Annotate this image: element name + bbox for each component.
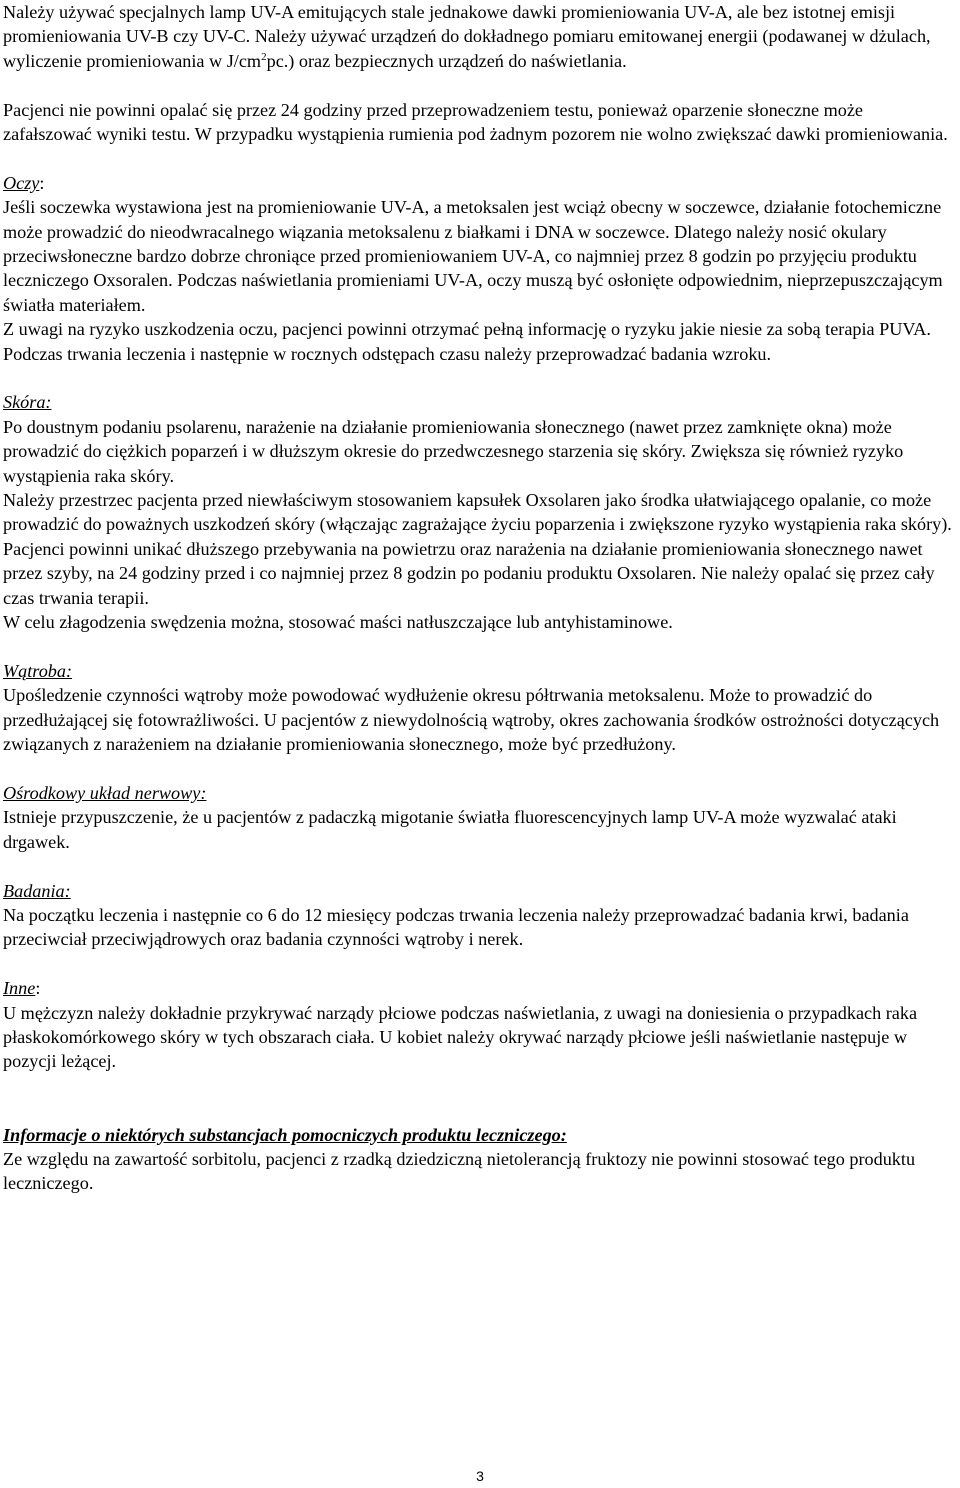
section-heading-inne bbox=[3, 976, 955, 1000]
page-number: 3 bbox=[476, 1468, 484, 1484]
badania-paragraph-1: Na początku leczenia i następnie co 6 do 12 miesięcy podczas trwania leczenia należy przeprowadzać badania krwi, badania przeciwciał przeciwjądrowych oraz badania czynności wątroby i nerek. bbox=[3, 904, 909, 950]
inne-heading-colon: : bbox=[35, 978, 41, 999]
intro-paragraph-2: Pacjenci nie powinni opalać się przez 24 godziny przed przeprowadzeniem testu, ponieważ oparzenie słoneczne może zafałszować wyniki testu. W przypadku wystąpienia rumienia pod żadnym pozorem nie wolno zwiększać dawki promieniowania. bbox=[3, 99, 948, 145]
section-heading-substancje: Informacje o niektórych substancjach pomocniczych produktu leczniczego: bbox=[3, 1124, 567, 1145]
oczy-paragraph-2: Z uwagi na ryzyko uszkodzenia oczu, pacjenci powinni otrzymać pełną informację o ryzyku jakie niesie za sobą terapia PUVA. bbox=[3, 319, 931, 340]
inne-heading-text: Inne bbox=[3, 978, 36, 999]
skora-paragraph-1: Po doustnym podaniu psolarenu, narażenie na działanie promieniowania słonecznego (nawet przez zamknięte okna) może prowadzić do ciężkich poparzeń i w dłuższym okresie do przedwczesnego starzenia się skóry. Zwiększa się również ryzyko wystąpienia raka skóry. bbox=[3, 416, 904, 486]
superscript-2: 2 bbox=[261, 50, 267, 63]
section-heading-watroba: Wątroba: bbox=[3, 660, 73, 681]
oczy-paragraph-3: Podczas trwania leczenia i następnie w rocznych odstępach czasu należy przeprowadzać badania wzroku. bbox=[3, 343, 772, 364]
watroba-paragraph-1: Upośledzenie czynności wątroby może powodować wydłużenie okresu półtrwania metoksalenu. Może to prowadzić do przedłużającej się fotowrażliwości. U pacjentów z niewydolnością wątroby, okres zachowania środków ostrożności dotyczących związanych z narażeniem na działanie promieniowania słonecznego, może być przedłużony. bbox=[3, 685, 940, 755]
uklad-nerwowy-paragraph-1: Istnieje przypuszczenie, że u pacjentów z padaczką migotanie światła fluorescencyjnych lamp UV-A może wyzwalać ataki drgawek. bbox=[3, 807, 897, 852]
oczy-paragraph-1: Jeśli soczewka wystawiona jest na promieniowanie UV-A, a metoksalen jest wciąż obecny w soczewce, działanie fotochemiczne może prowadzić do nieodwracalnego wiązania metoksalenu z białkami i DNA w soczewce. Dlatego należy nosić okulary przeciwsłoneczne bardzo dobrze chroniące przed promieniowaniem UV-A, co najmniej przez 8 godzin po przyjęciu produktu leczniczego Oxsoralen. Podczas naświetlania promieniami UV-A, oczy muszą być osłonięte odpowiednim, nieprzepuszczającym światła materiałem. bbox=[3, 197, 943, 315]
document-page bbox=[3, 0, 955, 1196]
section-heading-oczy bbox=[3, 171, 955, 195]
substancje-paragraph-1: Ze względu na zawartość sorbitolu, pacjenci z rzadką dziedziczną nietolerancją fruktozy nie powinni stosować tego produktu leczniczego. bbox=[3, 1148, 916, 1194]
section-heading-badania: Badania: bbox=[3, 880, 71, 901]
intro-paragraph-1 bbox=[3, 0, 955, 73]
section-heading-uklad-nerwowy: Ośrodkowy układ nerwowy: bbox=[3, 782, 207, 803]
intro-paragraph-1-text-b: pc.) oraz bezpiecznych urządzeń do naświetlania. bbox=[266, 50, 627, 71]
inne-paragraph-1: U mężczyzn należy dokładnie przykrywać narządy płciowe podczas naświetlania, z uwagi na doniesienia o przypadkach raka płaskokomórkowego skóry w tych obszarach ciała. U kobiet należy okrywać narządy płciowe jeśli naświetlanie następuje w pozycji leżącej. bbox=[3, 1002, 918, 1072]
section-heading-skora: Skóra: bbox=[3, 392, 52, 413]
skora-paragraph-3: W celu złagodzenia swędzenia można, stosować maści natłuszczające lub antyhistaminowe. bbox=[3, 612, 673, 633]
oczy-heading-text: Oczy bbox=[3, 172, 40, 193]
skora-paragraph-2: Należy przestrzec pacjenta przed niewłaściwym stosowaniem kapsułek Oxsolaren jako środka ułatwiającego opalanie, co może prowadzić do poważnych uszkodzeń skóry (włączając zagrażające życiu poparzenia i zwiększone ryzyko wystąpienia raka skóry). Pacjenci powinni unikać dłuższego przebywania na powietrzu oraz narażenia na działanie promieniowania słonecznego nawet przez szyby, na 24 godziny przed i co najmniej przez 8 godzin po podaniu produktu Oxsolaren. Nie należy opalać się przez cały czas trwania terapii. bbox=[3, 490, 952, 608]
oczy-heading-colon: : bbox=[39, 172, 45, 193]
intro-paragraph-1-text-a: Należy używać specjalnych lamp UV-A emitujących stale jednakowe dawki promieniowania UV-A, ale bez istotnej emisji promieniowania UV-B czy UV-C. Należy używać urządzeń do dokładnego pomiaru emitowanej energii (podawanej w dżulach, wyliczenie promieniowania w J/cm bbox=[3, 2, 931, 71]
